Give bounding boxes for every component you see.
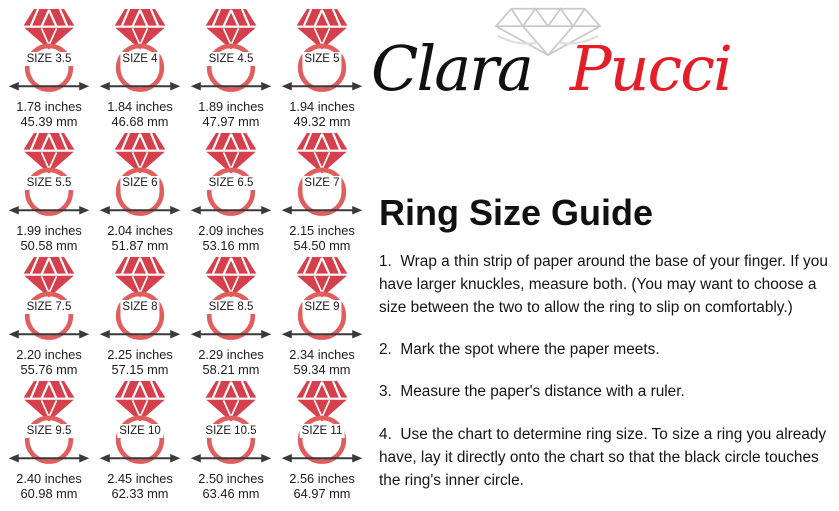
ring-size-label: SIZE 10.5 xyxy=(205,425,257,437)
ring-size-cell xyxy=(277,376,367,500)
diamond-ring-icon xyxy=(98,376,182,470)
instruction-step-2: 2. Mark the spot where the paper meets. xyxy=(379,341,660,359)
diamond-ring-icon xyxy=(98,4,182,98)
ring-size-label: SIZE 8.5 xyxy=(208,301,254,313)
ring-size-label: SIZE 6.5 xyxy=(208,177,254,189)
diamond-ring-icon xyxy=(189,376,273,470)
instruction-step-3: 3. Measure the paper's distance with a ruler. xyxy=(379,383,685,401)
instructions xyxy=(379,250,839,511)
ring-diameter-mm: 45.39 mm xyxy=(20,114,78,130)
ring-size-cell xyxy=(277,128,367,252)
ring-diameter-inches: 2.04 inches xyxy=(107,223,173,238)
diamond-ring-icon xyxy=(189,128,273,222)
ring-size-cell xyxy=(95,4,185,128)
ring-diameter-mm: 46.68 mm xyxy=(111,114,169,130)
ring-size-cell xyxy=(186,376,276,500)
diamond-ring-icon xyxy=(98,128,182,222)
diamond-ring-icon xyxy=(189,4,273,98)
ring-measurements xyxy=(186,347,276,378)
ring-size-label: SIZE 6 xyxy=(122,177,158,189)
ring-measurements xyxy=(4,99,94,130)
ring-diameter-mm: 53.16 mm xyxy=(202,238,260,254)
ring-size-label: SIZE 3.5 xyxy=(26,53,72,65)
diamond-ring-icon xyxy=(7,4,91,98)
ring-diameter-mm: 60.98 mm xyxy=(20,486,78,502)
diamond-ring-icon xyxy=(7,128,91,222)
ring-size-cell xyxy=(277,252,367,376)
ring-diameter-inches: 2.15 inches xyxy=(289,223,355,238)
ring-size-label: SIZE 4 xyxy=(122,53,158,65)
ring-diameter-mm: 57.15 mm xyxy=(111,362,169,378)
ring-diameter-inches: 1.99 inches xyxy=(16,223,82,238)
diamond-ring-icon xyxy=(7,252,91,346)
ring-measurements xyxy=(95,99,185,130)
ring-measurements xyxy=(277,223,367,254)
brand-name xyxy=(371,32,837,105)
ring-diameter-mm: 50.58 mm xyxy=(20,238,78,254)
page-title: Ring Size Guide xyxy=(379,192,654,233)
ring-size-cell xyxy=(277,4,367,128)
ring-diameter-inches: 1.84 inches xyxy=(107,99,173,114)
ring-size-cell xyxy=(95,376,185,500)
ring-measurements xyxy=(277,99,367,130)
ring-diameter-inches: 2.50 inches xyxy=(198,471,264,486)
ring-diameter-mm: 55.76 mm xyxy=(20,362,78,378)
ring-size-label: SIZE 9 xyxy=(304,301,340,313)
ring-diameter-mm: 49.32 mm xyxy=(293,114,351,130)
ring-diameter-mm: 59.34 mm xyxy=(293,362,351,378)
ring-measurements xyxy=(4,347,94,378)
diamond-ring-icon xyxy=(280,4,364,98)
ring-diameter-mm: 58.21 mm xyxy=(202,362,260,378)
diamond-ring-icon xyxy=(280,128,364,222)
diamond-ring-icon xyxy=(280,252,364,346)
ring-diameter-inches: 2.40 inches xyxy=(16,471,82,486)
instruction-step-4: 4. Use the chart to determine ring size. To size a ring you already have, lay it directly onto the chart so that the black circle touches the ring's inner circle. xyxy=(379,425,831,489)
ring-measurements xyxy=(95,347,185,378)
ring-size-cell xyxy=(4,252,94,376)
ring-size-cell xyxy=(4,376,94,500)
ring-size-cell xyxy=(186,252,276,376)
ring-size-label: SIZE 11 xyxy=(301,425,343,437)
ring-measurements xyxy=(186,223,276,254)
ring-measurements xyxy=(4,223,94,254)
ring-diameter-inches: 1.89 inches xyxy=(198,99,264,114)
brand-logo xyxy=(371,2,837,106)
ring-diameter-inches: 1.94 inches xyxy=(289,99,355,114)
ring-diameter-mm: 62.33 mm xyxy=(111,486,169,502)
ring-size-label: SIZE 4.5 xyxy=(208,53,254,65)
ring-size-grid xyxy=(4,4,367,500)
ring-size-label: SIZE 7 xyxy=(304,177,340,189)
ring-size-cell xyxy=(95,128,185,252)
ring-diameter-mm: 51.87 mm xyxy=(111,238,169,254)
ring-measurements xyxy=(186,471,276,502)
ring-size-label: SIZE 5 xyxy=(304,53,340,65)
brand-name-clara: Clara xyxy=(371,32,532,105)
ring-diameter-mm: 64.97 mm xyxy=(293,486,351,502)
diamond-ring-icon xyxy=(98,252,182,346)
ring-diameter-inches: 1.78 inches xyxy=(16,99,82,114)
ring-diameter-mm: 63.46 mm xyxy=(202,486,260,502)
instruction-step-1: 1. Wrap a thin strip of paper around the base of your finger. If you have larger knuckles, measure both. (You may want to choose a size between the two to allow the ring to slip on comfortably.) xyxy=(379,253,833,317)
ring-diameter-inches: 2.25 inches xyxy=(107,347,173,362)
ring-measurements xyxy=(95,223,185,254)
ring-diameter-mm: 54.50 mm xyxy=(293,238,351,254)
ring-size-label: SIZE 7.5 xyxy=(26,301,72,313)
ring-measurements xyxy=(277,471,367,502)
ring-diameter-inches: 2.29 inches xyxy=(198,347,264,362)
brand-name-pucci: Pucci xyxy=(569,32,731,105)
diamond-ring-icon xyxy=(189,252,273,346)
ring-size-label: SIZE 5.5 xyxy=(26,177,72,189)
ring-size-label: SIZE 8 xyxy=(122,301,158,313)
ring-measurements xyxy=(4,471,94,502)
ring-diameter-inches: 2.20 inches xyxy=(16,347,82,362)
ring-measurements xyxy=(186,99,276,130)
ring-diameter-inches: 2.34 inches xyxy=(289,347,355,362)
diamond-ring-icon xyxy=(7,376,91,470)
diamond-ring-icon xyxy=(280,376,364,470)
ring-diameter-inches: 2.56 inches xyxy=(289,471,355,486)
ring-size-cell xyxy=(95,252,185,376)
ring-diameter-inches: 2.09 inches xyxy=(198,223,264,238)
ring-size-label: SIZE 10 xyxy=(119,425,161,437)
ring-measurements xyxy=(277,347,367,378)
ring-size-cell xyxy=(4,128,94,252)
ring-measurements xyxy=(95,471,185,502)
ring-size-label: SIZE 9.5 xyxy=(26,425,72,437)
ring-diameter-mm: 47.97 mm xyxy=(202,114,260,130)
ring-size-cell xyxy=(186,128,276,252)
ring-diameter-inches: 2.45 inches xyxy=(107,471,173,486)
ring-size-cell xyxy=(186,4,276,128)
ring-size-cell xyxy=(4,4,94,128)
